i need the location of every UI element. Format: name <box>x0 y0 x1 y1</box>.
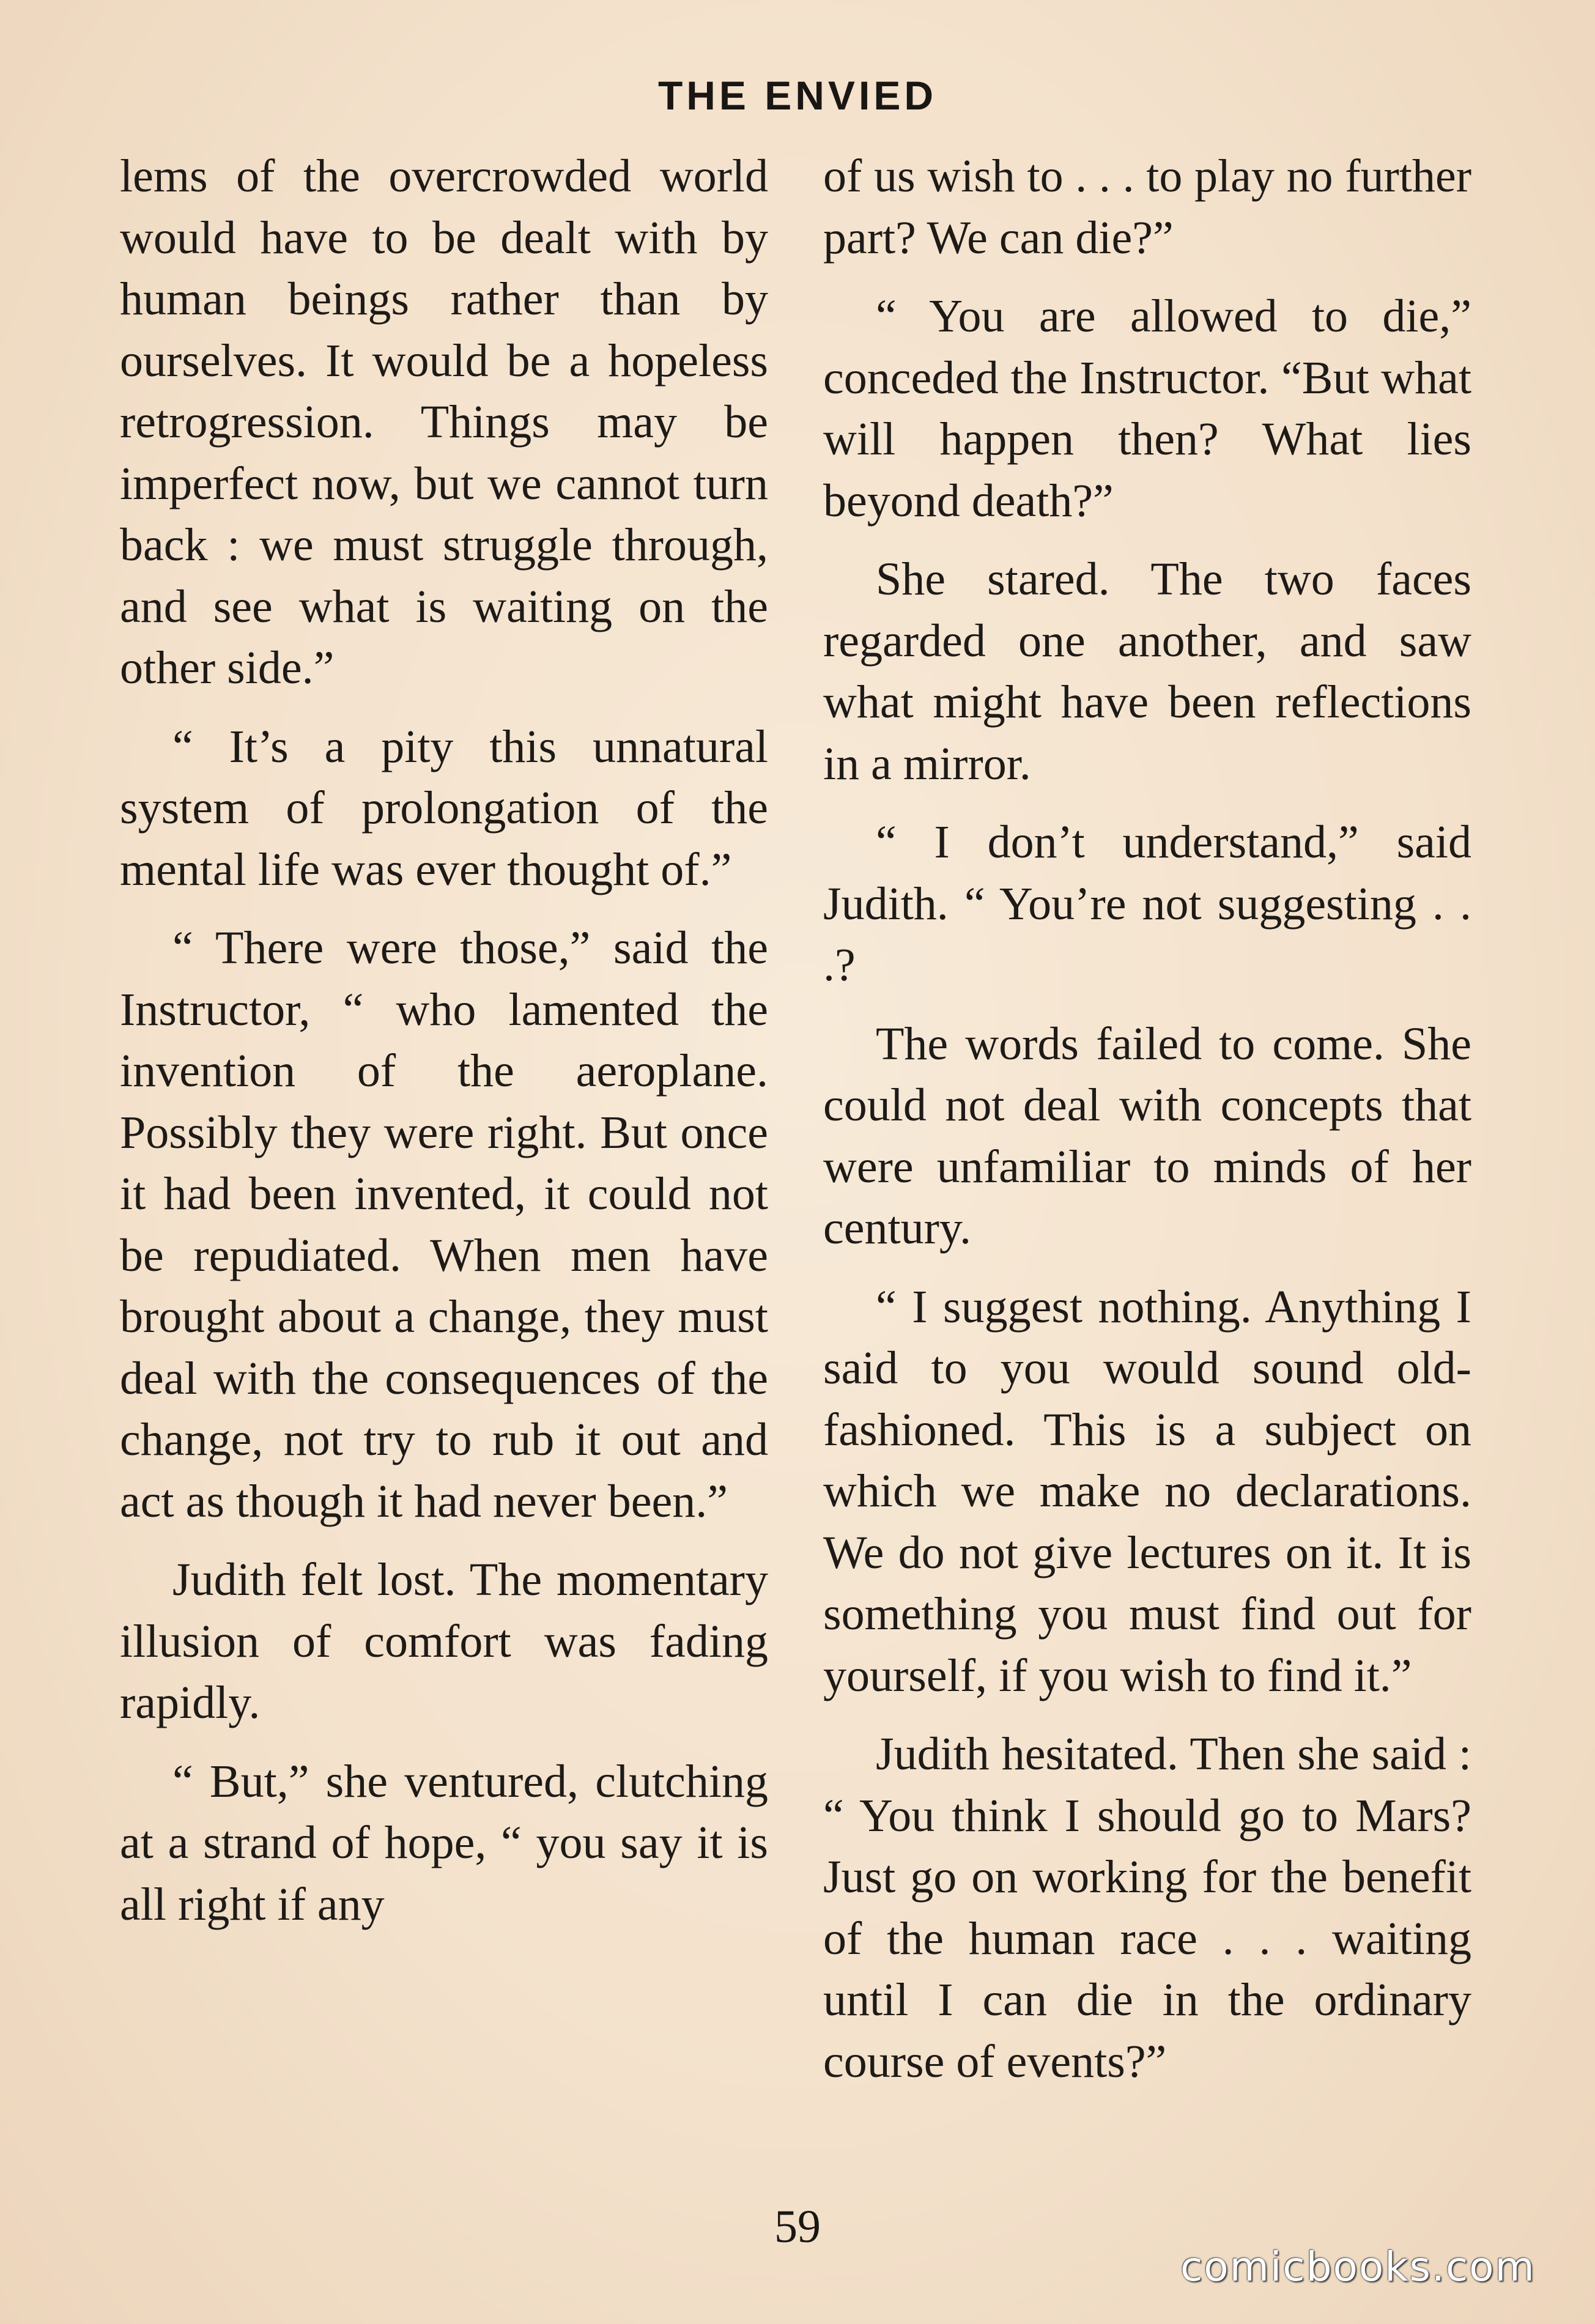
paragraph: Judith felt lost. The momentary illusion of comfort was fading rapidly. <box>120 1554 768 1728</box>
left-text-column <box>120 146 768 1952</box>
paragraph: “ You are allowed to die,” conceded the Instructor. “But what will happen then? What lies beyond death?” <box>823 290 1471 527</box>
paragraph: of us wish to . . . to play no further part? We can die?” <box>823 150 1471 264</box>
paragraph: “ There were those,” said the Instructor, “ who lamented the invention of the aeroplane. Possibly they were right. But once it had been invented, it could not be repudiated. When men have brought about a change, they must deal with the consequences of the change, not try to rub it out and act as though it had never been.” <box>120 922 768 1527</box>
paragraph: “ I don’t understand,” said Judith. “ You’re not suggesting . . .? <box>823 816 1471 991</box>
paragraph: “ But,” she ventured, clutching at a strand of hope, “ you say it is all right if any <box>120 1755 768 1930</box>
watermark-logo: comicbooks.com <box>1180 2243 1536 2290</box>
paragraph: “ I suggest nothing. Anything I said to you would sound old-fashioned. This is a subject on which we make no declarations. We do not give lectures on it. It is something you must find out for yourself, if you wish to find it.” <box>823 1281 1471 1701</box>
paragraph: “ It’s a pity this unnatural system of prolongation of the mental life was ever thought of.” <box>120 720 768 895</box>
paragraph: Judith hesitated. Then she said : “ You think I should go to Mars? Just go on working for the benefit of the human race . . . waiting until I can die in the ordinary course of events?” <box>823 1728 1471 2087</box>
page-number: 59 <box>774 2201 821 2252</box>
paragraph: lems of the overcrowded world would have to be dealt with by human beings rather than by ourselves. It would be a hopeless retrogression. Things may be imperfect now, but we cannot turn back : we must struggle through, and see what is waiting on the other side.” <box>120 150 768 694</box>
paragraph: She stared. The two faces regarded one another, and saw what might have been reflections in a mirror. <box>823 553 1471 790</box>
running-title: THE ENVIED <box>657 73 938 118</box>
paragraph: The words failed to come. She could not deal with concepts that were unfamiliar to minds of her century. <box>823 1018 1471 1254</box>
right-text-column <box>823 146 1471 2109</box>
